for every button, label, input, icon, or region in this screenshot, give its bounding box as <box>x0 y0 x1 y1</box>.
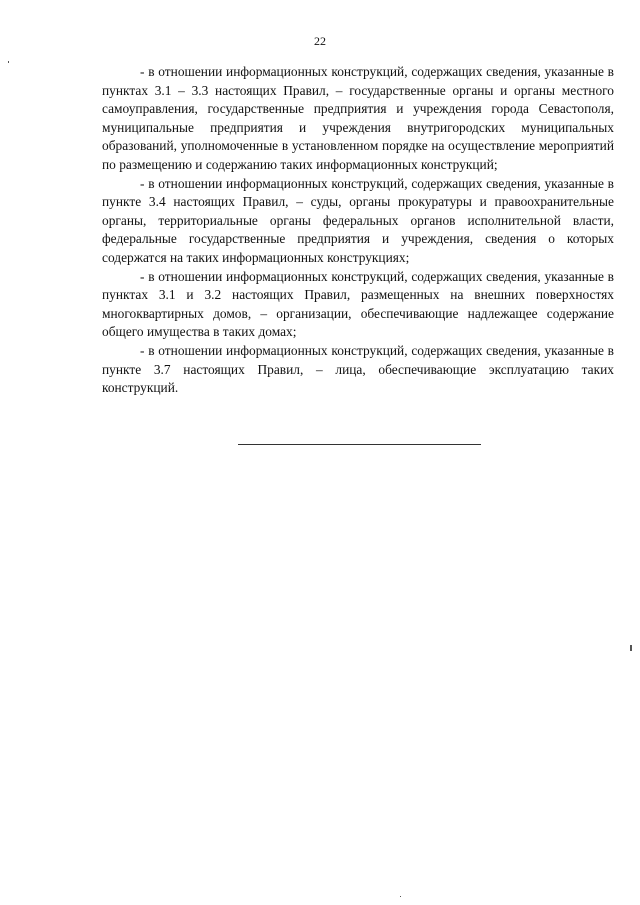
paragraph-apartment-buildings: - в отношении информационных конструкций, содержащих сведения, указанные в пунктах 3.1 и 3.2 настоящих Правил, размещенных на внешних поверхностях многоквартирных домов, – организации, обеспечивающие надлежащее содержание общего имущества в таких домах; <box>102 268 614 340</box>
page-number: 22 <box>314 34 326 48</box>
paragraph-state-municipal-bodies: - в отношении информационных конструкций, содержащих сведения, указанные в пунктах 3.1 – 3.3 настоящих Правил, – государственные органы и органы местного самоуправления, государственные предприятия и учреждения города Севастополя, муниципальные предприятия и учреждения внутригородских муниципальных образований, уполномоченные в установленном порядке на осуществление мероприятий по размещению и содержанию таких информационных конструкций; <box>102 64 614 172</box>
document-body <box>102 63 614 398</box>
scan-artifact <box>400 896 401 897</box>
scan-artifact <box>8 61 9 63</box>
scan-artifact <box>630 645 632 651</box>
end-of-text-divider <box>238 444 481 445</box>
paragraph-courts-prosecutors: - в отношении информационных конструкций, содержащих сведения, указанные в пункте 3.4 настоящих Правил, – суды, органы прокуратуры и правоохранительные органы, территориальные органы федеральных органов исполнительной власти, федеральные государственные предприятия и учреждения, сведения о которых содержатся на таких информационных конструкциях; <box>102 175 614 265</box>
paragraph-operators: - в отношении информационных конструкций, содержащих сведения, указанные в пункте 3.7 настоящих Правил, – лица, обеспечивающие эксплуатацию таких конструкций. <box>102 342 614 396</box>
